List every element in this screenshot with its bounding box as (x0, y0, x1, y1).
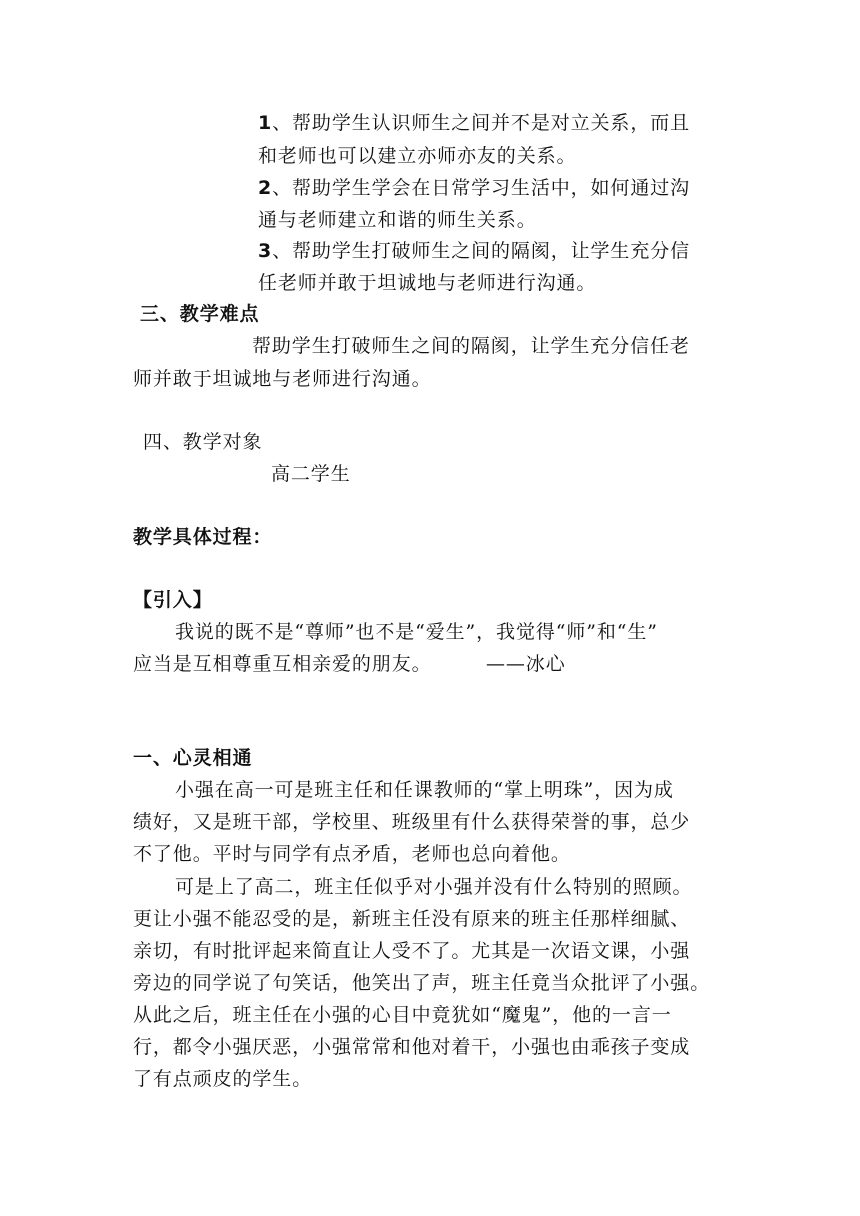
section1-p2-line-5: 从此之后，班主任在小强的心目中竟犹如“魔鬼”，他的一言一 (133, 1004, 672, 1026)
section1-heading: 一、心灵相通 (133, 747, 253, 769)
goal-3-number: 3 (258, 240, 273, 262)
goal-1-number: 1 (258, 112, 273, 134)
goal-2-number: 2 (258, 177, 273, 199)
section1-p2-line-7: 了有点顽皮的学生。 (133, 1068, 313, 1090)
goal-1-text: 、帮助学生认识师生之间并不是对立关系，而且 (272, 112, 691, 134)
section1-p2-line-4: 旁边的同学说了句笑话，他笑出了声，班主任竟当众批评了小强。 (133, 972, 711, 994)
intro-attribution: ——冰心 (486, 653, 566, 675)
section1-p1-line-1: 小强在高一可是班主任和任课教师的“掌上明珠”，因为成 (175, 779, 674, 801)
section1-p1-line-2: 绩好，又是班干部，学校里、班级里有什么获得荣誉的事，总少 (133, 811, 691, 833)
goal-3-text: 、帮助学生打破师生之间的隔阂，让学生充分信 (272, 240, 691, 262)
process-heading: 教学具体过程： (133, 526, 273, 548)
section1-p2-line-2: 更让小强不能忍受的是，新班主任没有原来的班主任那样细腻、 (133, 908, 691, 930)
difficulty-line-2: 师并敢于坦诚地与老师进行沟通。 (133, 368, 432, 390)
intro-quote-line-1: 我说的既不是“尊师”也不是“爱生”，我觉得“师”和“生” (175, 621, 658, 643)
goal-2-text: 、帮助学生学会在日常学习生活中，如何通过沟 (272, 177, 691, 199)
goal-2-line-1 (258, 175, 690, 201)
intro-heading: 【引入】 (133, 589, 213, 611)
difficulty-heading: 三、教学难点 (140, 303, 260, 325)
audience-heading: 四、教学对象 (143, 431, 263, 453)
goal-3-line-1 (258, 238, 690, 264)
goal-1-line-2: 和老师也可以建立亦师亦友的关系。 (258, 145, 577, 167)
goal-3-line-2: 任老师并敢于坦诚地与老师进行沟通。 (258, 272, 597, 294)
goal-2-line-2: 通与老师建立和谐的师生关系。 (258, 209, 537, 231)
goal-1-line-1 (258, 110, 690, 136)
difficulty-line-1: 帮助学生打破师生之间的隔阂，让学生充分信任老 (252, 335, 690, 357)
audience-value: 高二学生 (271, 463, 351, 485)
section1-p1-line-3: 不了他。平时与同学有点矛盾，老师也总向着他。 (133, 843, 571, 865)
section1-p2-line-3: 亲切，有时批评起来简直让人受不了。尤其是一次语文课，小强 (133, 940, 691, 962)
section1-p2-line-6: 行，都令小强厌恶，小强常常和他对着干，小强也由乖孩子变成 (133, 1036, 691, 1058)
section1-p2-line-1: 可是上了高二，班主任似乎对小强并没有什么特别的照顾。 (175, 876, 693, 898)
intro-quote-line-2: 应当是互相尊重互相亲爱的朋友。 (133, 653, 432, 675)
